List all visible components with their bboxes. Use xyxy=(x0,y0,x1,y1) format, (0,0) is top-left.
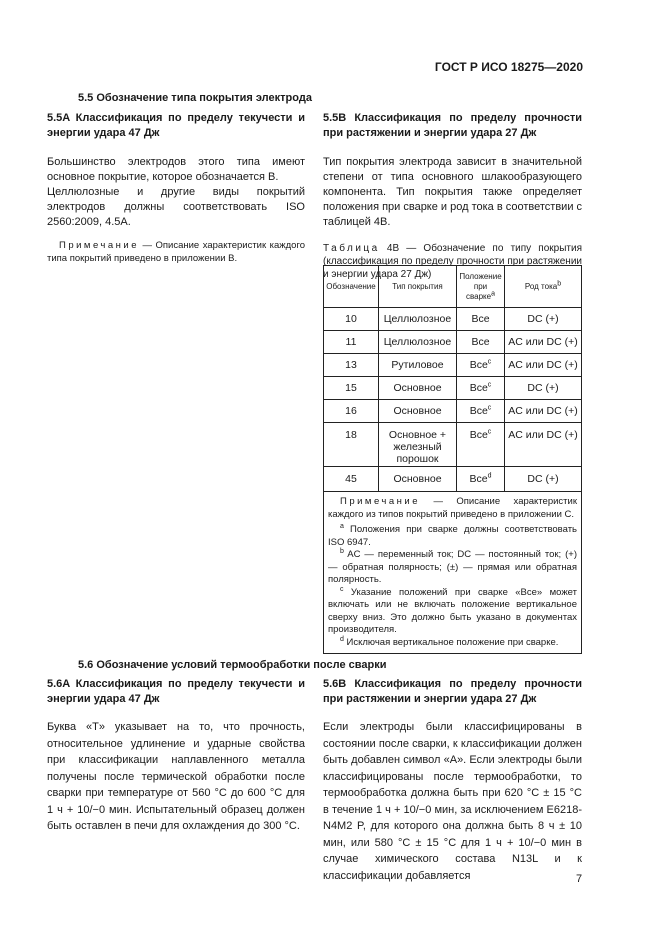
section-5-6B-paragraph: Если электроды были классифицированы в состоянии после сварки, к классификации должен быть добавлен символ «A». Если электроды были классифицированы после термообработки, то термообработка должна быть при 620 °C ± 15 °C в течение 1 ч + 10/−0 мин, за исключением E6218-N4M2 P, для которого она должна быть 8 ч ± 10 мин, или 580 °C ± 15 °C для 1 ч + 10/−0 мин в случае химического состава N13L и к классификации добавляется xyxy=(323,721,582,882)
header-designation: Обозначение xyxy=(324,266,379,308)
section-5-5A-heading: 5.5A Классификация по пределу текучести и энергии удара 47 Дж xyxy=(47,112,305,139)
table-note: Примечание — Описание характеристик каждого из типов покрытий приведено в приложении C. xyxy=(328,496,577,520)
header-welding-position: Положение при сварке$^a$ xyxy=(457,266,505,308)
table-row: 15 Основное Все$^c$ DC (+) xyxy=(324,377,582,400)
section-5-5A xyxy=(47,111,305,265)
header-coating-type: Тип покрытия xyxy=(379,266,457,308)
table-caption-text: 4B — Обозначение по типу покрытия (классификация по пределу прочности при растяжении и энергии удара 27 Дж) xyxy=(323,243,582,280)
document-header-id: ГОСТ Р ИСО 18275—2020 xyxy=(434,60,583,74)
section-5-6A-heading: 5.6A Классификация по пределу текучести и энергии удара 47 Дж xyxy=(47,678,305,705)
note-text: — Описание характеристик каждого типа покрытий приведено в приложении B. xyxy=(47,240,305,264)
section-5-5-title: 5.5 Обозначение типа покрытия электрода xyxy=(78,92,312,104)
table-footnotes-row xyxy=(324,492,582,654)
header-current-type: Род тока$^b$ xyxy=(505,266,582,308)
section-5-5B-paragraph: Тип покрытия электрода зависит в значительной степени от типа основного шлакообразующего компонента. Тип покрытия также определяет положения при сварке и род тока в соответствии с таблицей 4B. xyxy=(323,156,583,228)
note-label: Примечание xyxy=(59,240,139,251)
table-label: Таблица xyxy=(323,243,380,254)
table-row: 18 Основное + железный порошок Все$^c$ AC или DC (+) xyxy=(324,423,582,467)
section-5-5B-heading: 5.5B Классификация по пределу прочности при растяжении и энергии удара 27 Дж xyxy=(323,112,582,139)
footnote-a: $^a$ Положения при сварке должны соответствовать ISO 6947. xyxy=(328,522,577,548)
section-5-6-title: 5.6 Обозначение условий термообработки после сварки xyxy=(78,659,387,671)
section-5-5A-paragraph-2: Целлюлозные и другие виды покрытий электродов должны соответствовать ISO 2560:2009, 4.5A. xyxy=(47,186,305,228)
footnote-d: $^d$ Исключая вертикальное положение при сварке. xyxy=(340,635,559,648)
section-5-6A xyxy=(47,677,305,835)
table-header-row xyxy=(324,266,582,308)
footnote-b: $^b$ AC — переменный ток; DC — постоянный ток; (+) — обратная полярность; (±) — прямая или обратная полярность. xyxy=(328,547,577,585)
section-5-5A-note xyxy=(47,240,305,265)
table-footnotes xyxy=(324,492,582,654)
section-5-5B xyxy=(323,111,582,281)
table-row: 16 Основное Все$^c$ AC или DC (+) xyxy=(324,400,582,423)
table-row: 11 Целлюлозное Все AC или DC (+) xyxy=(324,331,582,354)
section-5-6A-paragraph: Буква «T» указывает на то, что прочность, относительное удлинение и ударные свойства при классификации наплавленного металла получены после термической обработки после сварки при температуре от 560 °C до 600 °C для 1 ч + 10/−0 мин. Испытательный образец должен быть оставлен в печи для охлаждения до 300 °C. xyxy=(47,721,305,832)
page-number: 7 xyxy=(576,873,583,885)
table-row: 10 Целлюлозное Все DC (+) xyxy=(324,308,582,331)
table-row: 45 Основное Все$^d$ DC (+) xyxy=(324,467,582,492)
footnote-c: $^c$ Указание положений при сварке «Все» может включать или не включать положение вертикальное сверху вниз. Это должно быть указано в документах производителя. xyxy=(328,585,577,635)
table-row: 13 Рутиловое Все$^c$ AC или DC (+) xyxy=(324,354,582,377)
table-4B xyxy=(323,265,582,654)
section-5-6B-heading: 5.6B Классификация по пределу прочности при растяжении и энергии удара 27 Дж xyxy=(323,678,582,705)
section-5-6B xyxy=(323,677,582,884)
section-5-5A-paragraph-1: Большинство электродов этого типа имеют основное покрытие, которое обозначается B. xyxy=(47,156,305,183)
